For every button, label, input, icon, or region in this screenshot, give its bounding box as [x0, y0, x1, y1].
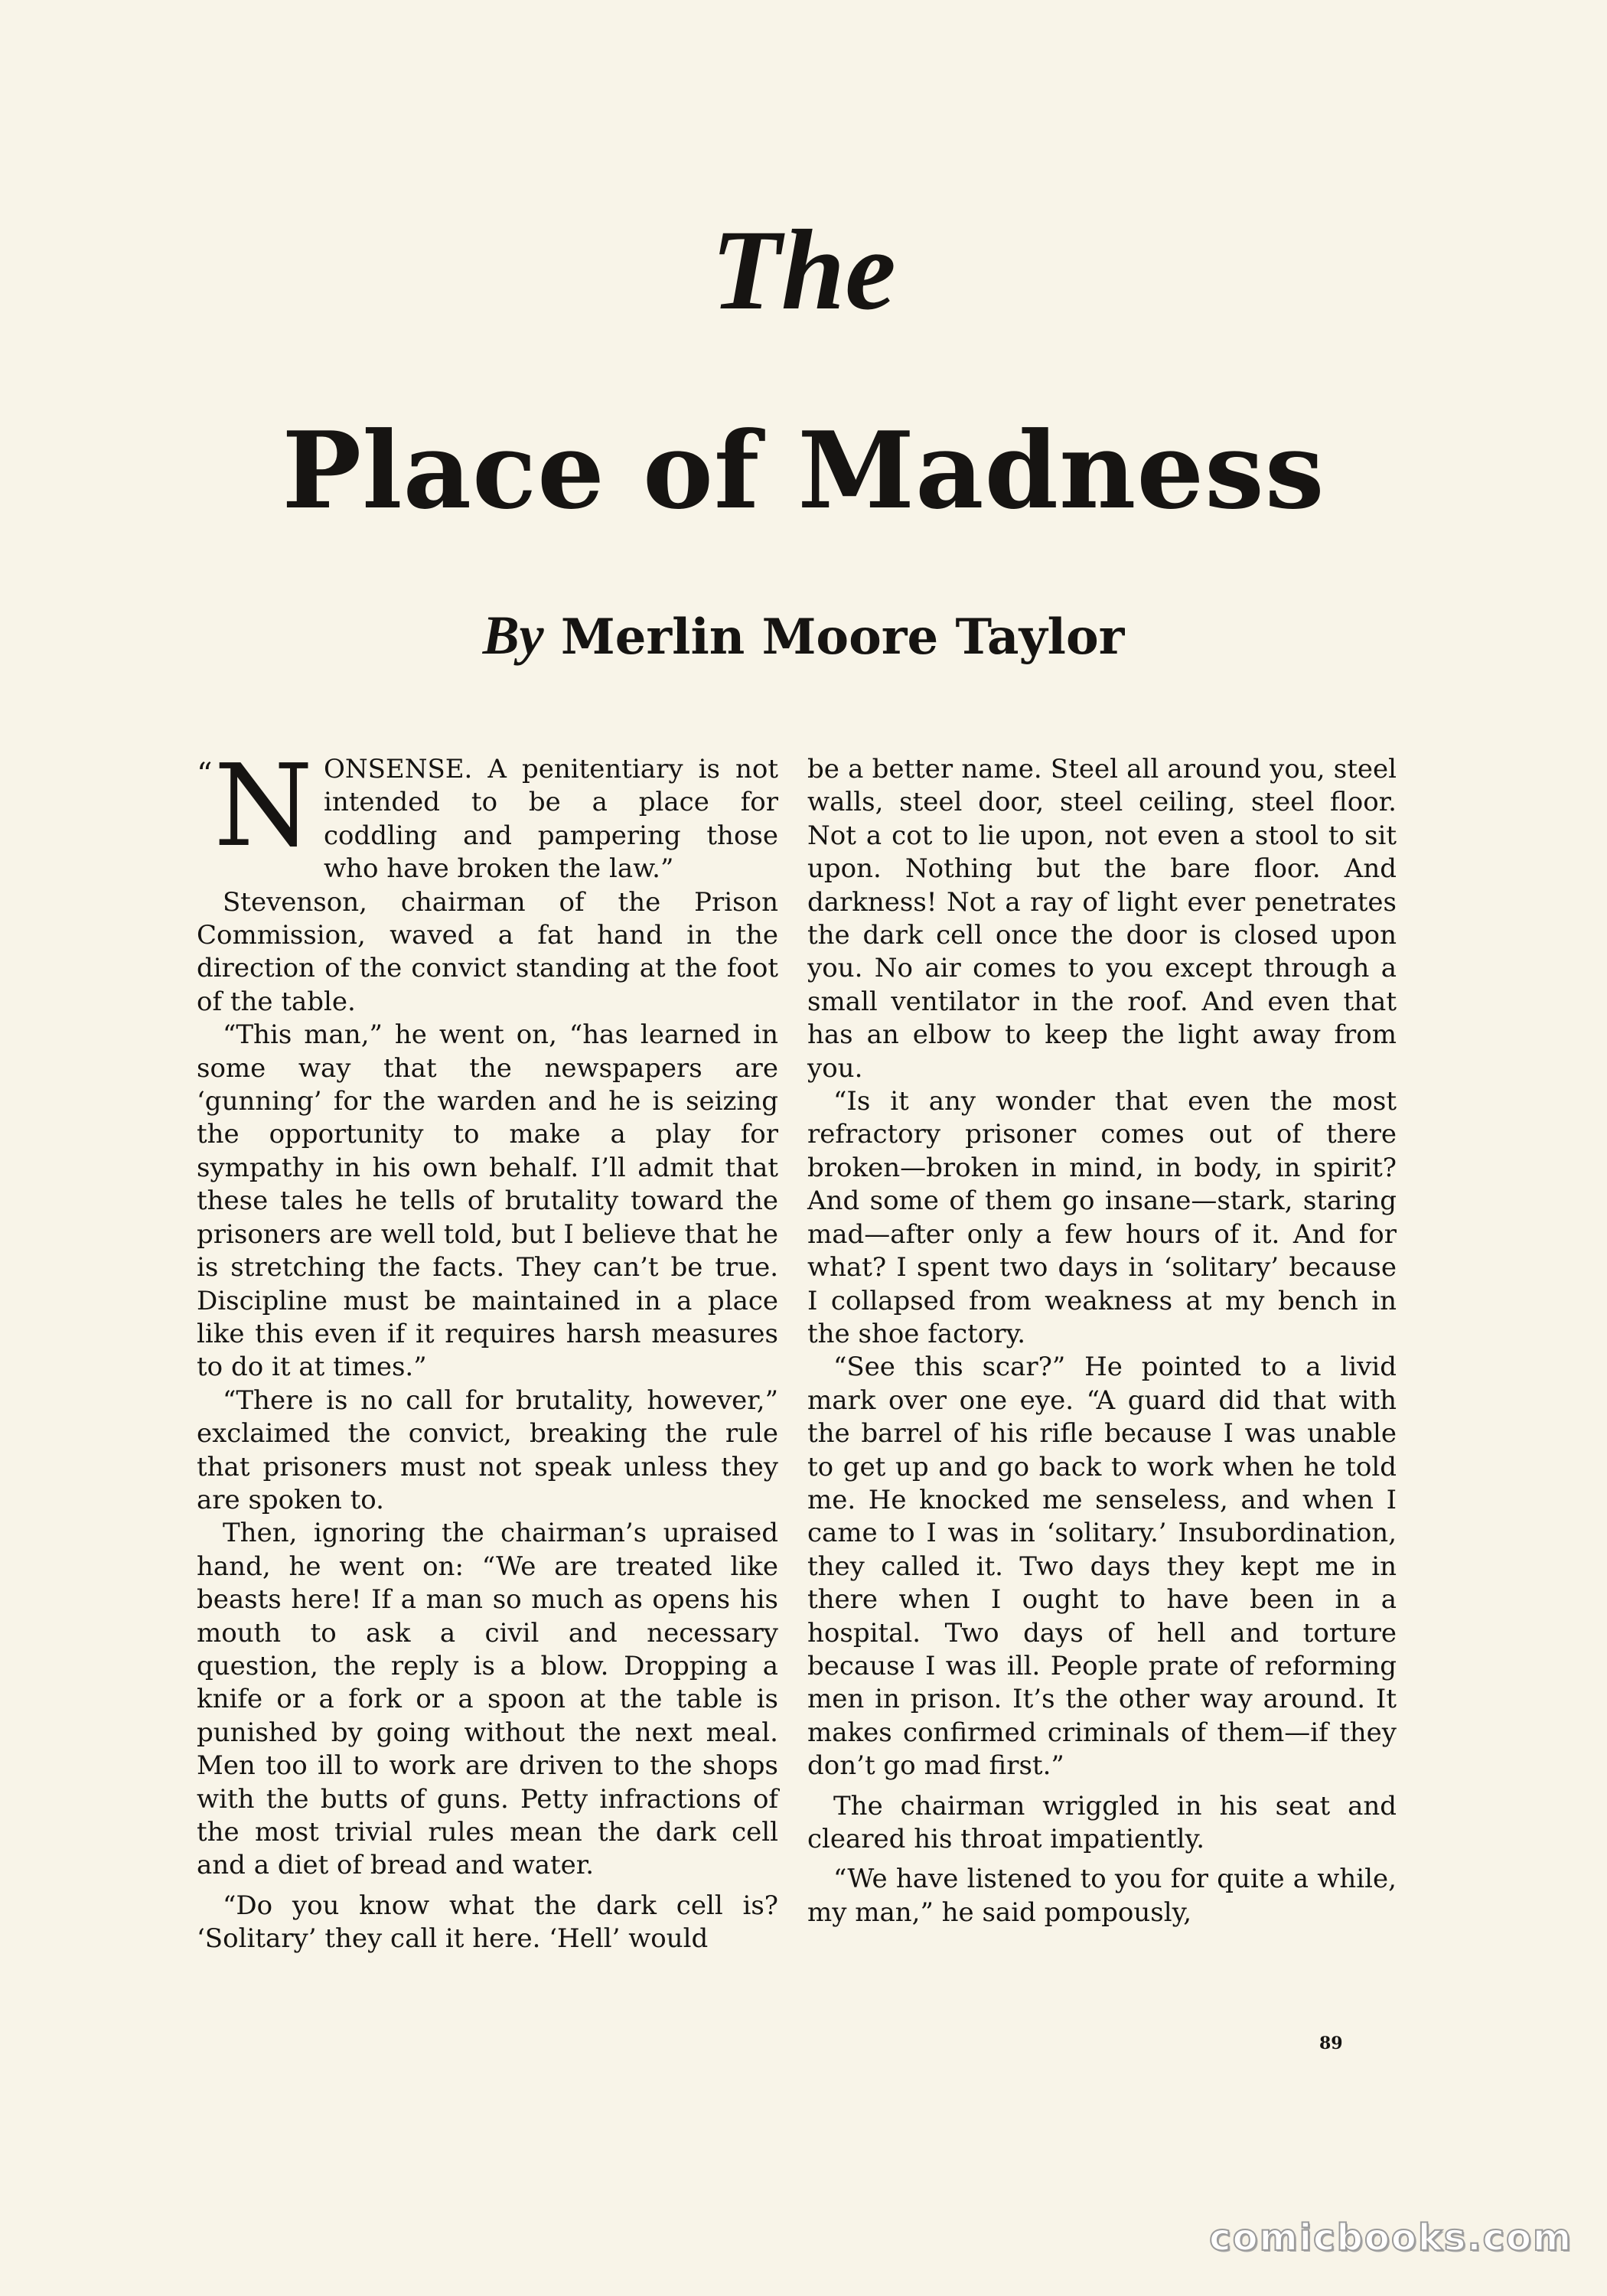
drop-cap-letter: N — [214, 740, 313, 872]
paragraph: Stevenson, chairman of the Prison Commission, waved a fat hand in the direction of the convict standing at the foot of the table. — [197, 886, 778, 1017]
drop-cap — [197, 740, 313, 872]
byline-prefix: By — [482, 605, 544, 666]
paragraph: be a better name. Steel all around you, steel walls, steel door, steel ceiling, steel floor. Not a cot to lie upon, not even a stool to sit upon. Nothing but the bare floor. And darkness! Not a ray of light ever penetrates the dark cell once the door is closed upon you. No air comes to you except through a small ventilator in the roof. And even that has an elbow to keep the light away from you. — [807, 754, 1397, 1084]
byline — [0, 605, 1607, 668]
opening-quote-mark: “ — [197, 757, 213, 792]
paragraph: “There is no call for brutality, however,” exclaimed the convict, breaking the rule that prisoners must not speak unless they are spoken to. — [197, 1384, 778, 1515]
article-column-right — [807, 753, 1397, 1929]
author-name: Merlin Moore Taylor — [560, 608, 1125, 666]
story-title: Place of Madness — [282, 408, 1325, 533]
paragraph: “We have listened to you for quite a while, my man,” he said pompously, — [807, 1864, 1397, 1928]
title-the: The — [711, 207, 896, 334]
paragraph: Then, ignoring the chairman’s upraised hand, he went on: “We are treated like beasts here! If a man so much as opens his mouth to ask a civil and necessary question, the reply is a blow. Dropping a knife or a fork or a spoon at the table is punished by going without the next meal. Men too ill to work are driven to the shops with the butts of guns. Petty infractions of the most trivial rules mean the dark cell and a diet of bread and water. — [197, 1518, 778, 1881]
watermark-logo: comicbooks.com — [1209, 2216, 1573, 2259]
paragraph: “See this scar?” He pointed to a livid mark over one eye. “A guard did that with the barrel of his rifle because I was unable to get up and go back to work when he told me. He knocked me senseless, and when I came to I was in ‘solitary.’ Insubordination, they called it. Two days they kept me in there when I ought to have been in a hospital. Two days of hell and torture because I was ill. People prate of reforming men in prison. It’s the other way around. It makes confirmed criminals of them—if they don’t go mad first.” — [807, 1352, 1397, 1782]
article-column-left — [197, 740, 778, 1956]
paragraph: The chairman wriggled in his seat and cleared his throat impatiently. — [807, 1790, 1397, 1854]
paragraph: “Is it any wonder that even the most refractory prisoner comes out of there broken—broken in mind, in body, in spirit? And some of them go insane—stark, staring mad—after only a few hours of it. And for what? I spent two days in ‘solitary’ because I collapsed from weakness at my bench in the shoe factory. — [807, 1086, 1397, 1349]
paragraph: “This man,” he went on, “has learned in some way that the newspapers are ‘gunning’ for the warden and he is seizing the opportunity to make a play for sympathy in his own behalf. I’ll admit that these tales he tells of brutality toward the prisoners are well told, but I believe that he is stretching the facts. They can’t be true. Discipline must be maintained in a place like this even if it requires harsh measures to do it at times.” — [197, 1019, 778, 1383]
paragraph: “Do you know what the dark cell is? ‘Solitary’ they call it here. ‘Hell’ would — [197, 1890, 778, 1955]
page-number: 89 — [1319, 2033, 1343, 2053]
paragraph: ONSENSE. A penitentiary is not intended to be a place for coddling and pampering those who have broken the law.” — [323, 754, 778, 885]
